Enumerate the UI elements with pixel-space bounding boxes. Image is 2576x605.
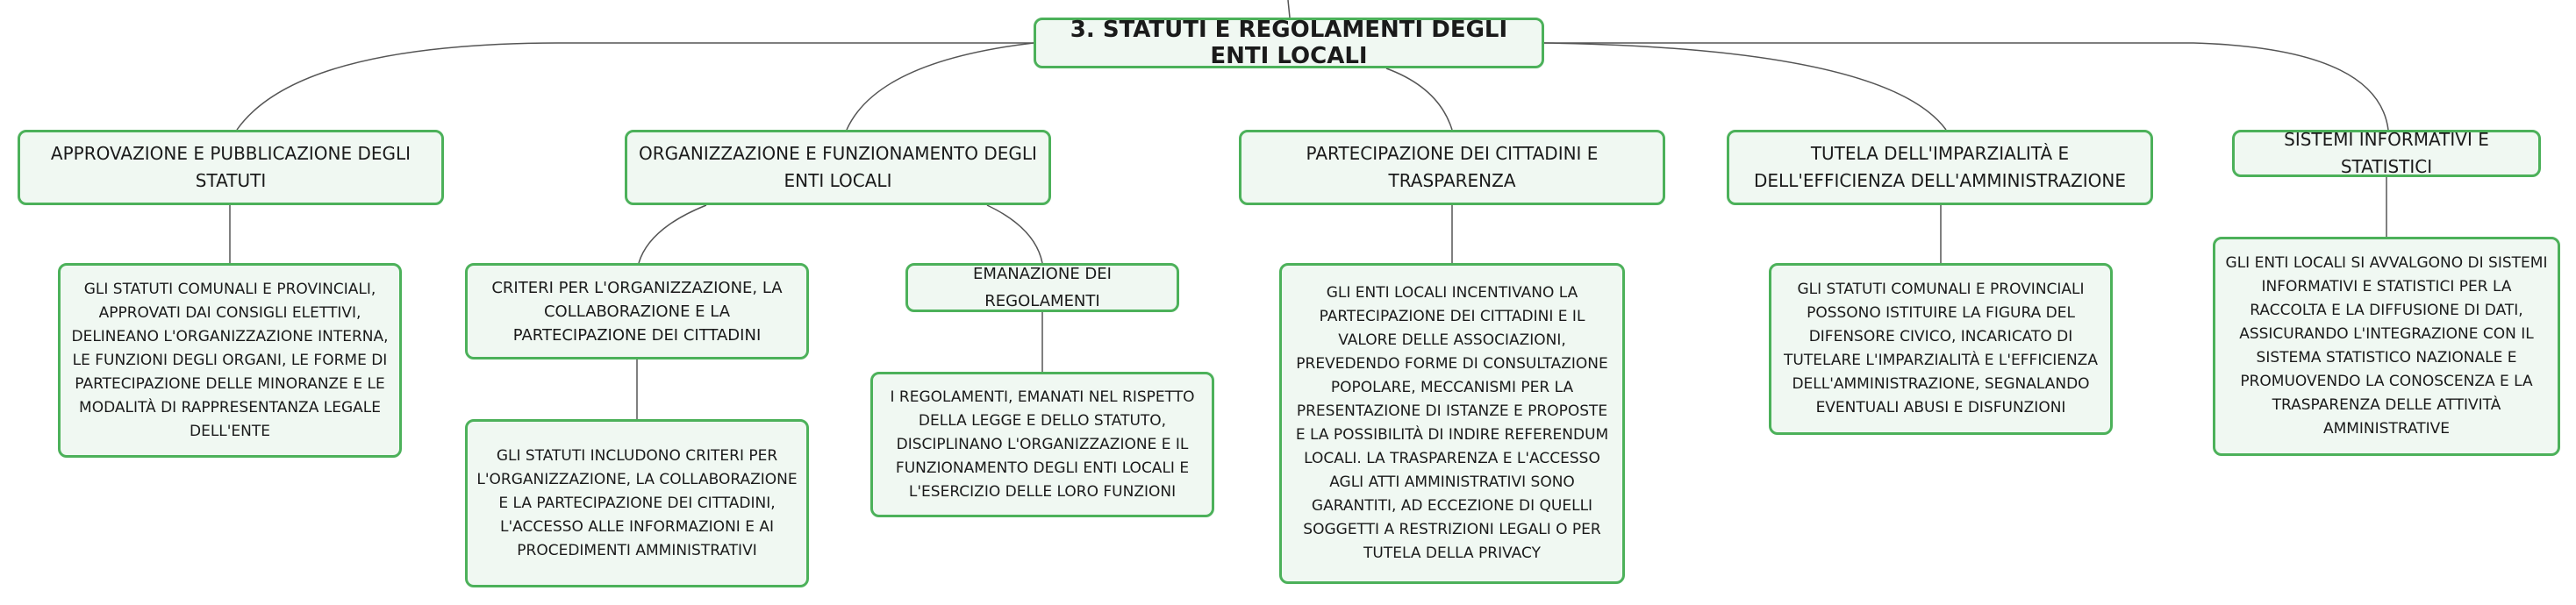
subtopic-regolamenti[interactable] — [905, 263, 1179, 312]
detail-partecipazione-text: GLI ENTI LOCALI INCENTIVANO LA PARTECIPAZIONE DEI CITTADINI E IL VALORE DELLE ASSOCIAZIONI, PREVEDENDO FORME DI CONSULTAZIONE POPOLARE, MECCANISMI PER LA PRESENTAZIONE DI ISTANZE E PROPOSTE E LA POSSIBILITÀ DI INDIRE REFERENDUM LOCALI. LA TRASPARENZA E L'ACCESSO AGLI ATTI AMMINISTRATIVI SONO GARANTITI, AD ECCEZIONE DI QUELLI SOGGETTI A RESTRIZIONI LEGALI O PER TUTELA DELLA PRIVACY — [1295, 284, 1609, 562]
subtopic-criteri[interactable] — [465, 263, 809, 359]
detail-criteri-text: GLI STATUTI INCLUDONO CRITERI PER L'ORGANIZZAZIONE, LA COLLABORAZIONE E LA PARTECIPAZIONE DEI CITTADINI, L'ACCESSO ALLE INFORMAZIONI E AI PROCEDIMENTI AMMINISTRATIVI — [476, 446, 798, 559]
detail-regolamenti-text: I REGOLAMENTI, EMANATI NEL RISPETTO DELLA LEGGE E DELLO STATUTO, DISCIPLINANO L'ORGANIZZAZIONE E IL FUNZIONAMENTO DEGLI ENTI LOCALI E L'ESERCIZIO DELLE LORO FUNZIONI — [890, 388, 1195, 501]
connector-root-b4 — [1544, 43, 1946, 130]
connector-root-top — [1288, 0, 1290, 18]
topic-tutela[interactable] — [1727, 130, 2153, 205]
connector-root-b3 — [1386, 68, 1452, 130]
subtopic-regolamenti-label: EMANAZIONE DEI REGOLAMENTI — [973, 265, 1112, 310]
detail-criteri[interactable] — [465, 419, 809, 587]
connector-root-b2 — [847, 43, 1034, 130]
detail-regolamenti[interactable] — [870, 372, 1214, 517]
topic-organizzazione-label: ORGANIZZAZIONE E FUNZIONAMENTO DEGLI ENTI LOCALI — [639, 143, 1037, 191]
topic-partecipazione-label: PARTECIPAZIONE DEI CITTADINI E TRASPARENZA — [1306, 143, 1599, 191]
detail-approvazione[interactable] — [58, 263, 402, 458]
detail-sistemi[interactable] — [2213, 237, 2560, 456]
detail-tutela[interactable] — [1769, 263, 2113, 435]
topic-approvazione[interactable] — [18, 130, 444, 205]
topic-tutela-label: TUTELA DELL'IMPARZIALITÀ E DELL'EFFICIENZA DELL'AMMINISTRAZIONE — [1754, 143, 2126, 191]
topic-sistemi[interactable] — [2232, 130, 2541, 177]
topic-approvazione-label: APPROVAZIONE E PUBBLICAZIONE DEGLI STATUTI — [50, 143, 411, 191]
topic-sistemi-label: SISTEMI INFORMATIVI E STATISTICI — [2284, 129, 2489, 177]
connector-b2-c2 — [987, 205, 1042, 263]
connector-root-b5 — [1544, 43, 2388, 130]
topic-organizzazione[interactable] — [625, 130, 1051, 205]
connector-root-b1 — [237, 43, 1034, 130]
topic-partecipazione[interactable] — [1239, 130, 1665, 205]
detail-partecipazione[interactable] — [1279, 263, 1625, 584]
detail-approvazione-text: GLI STATUTI COMUNALI E PROVINCIALI, APPROVATI DAI CONSIGLI ELETTIVI, DELINEANO L'ORGANIZZAZIONE INTERNA, LE FUNZIONI DEGLI ORGANI, LE FORME DI PARTECIPAZIONE DELLE MINORANZE E LE MODALITÀ DI RAPPRESENTANZA LEGALE DELL'ENTE — [71, 280, 389, 440]
root-topic-label: 3. STATUTI E REGOLAMENTI DEGLI ENTI LOCALI — [1070, 17, 1508, 69]
connector-b2-c1 — [639, 205, 706, 263]
detail-sistemi-text: GLI ENTI LOCALI SI AVVALGONO DI SISTEMI INFORMATIVI E STATISTICI PER LA RACCOLTA E LA DIFFUSIONE DI DATI, ASSICURANDO L'INTEGRAZIONE CON IL SISTEMA STATISTICO NAZIONALE E PROMUOVENDO LA CONOSCENZA E LA TRASPARENZA DELLE ATTIVITÀ AMMINISTRATIVE — [2225, 254, 2548, 438]
subtopic-criteri-label: CRITERI PER L'ORGANIZZAZIONE, LA COLLABORAZIONE E LA PARTECIPAZIONE DEI CITTADINI — [491, 278, 783, 345]
root-topic[interactable] — [1034, 18, 1544, 68]
detail-tutela-text: GLI STATUTI COMUNALI E PROVINCIALI POSSONO ISTITUIRE LA FIGURA DEL DIFENSORE CIVICO, INCARICATO DI TUTELARE L'IMPARZIALITÀ E L'EFFICIENZA DELL'AMMINISTRAZIONE, SEGNALANDO EVENTUALI ABUSI E DISFUNZIONI — [1784, 281, 2098, 416]
